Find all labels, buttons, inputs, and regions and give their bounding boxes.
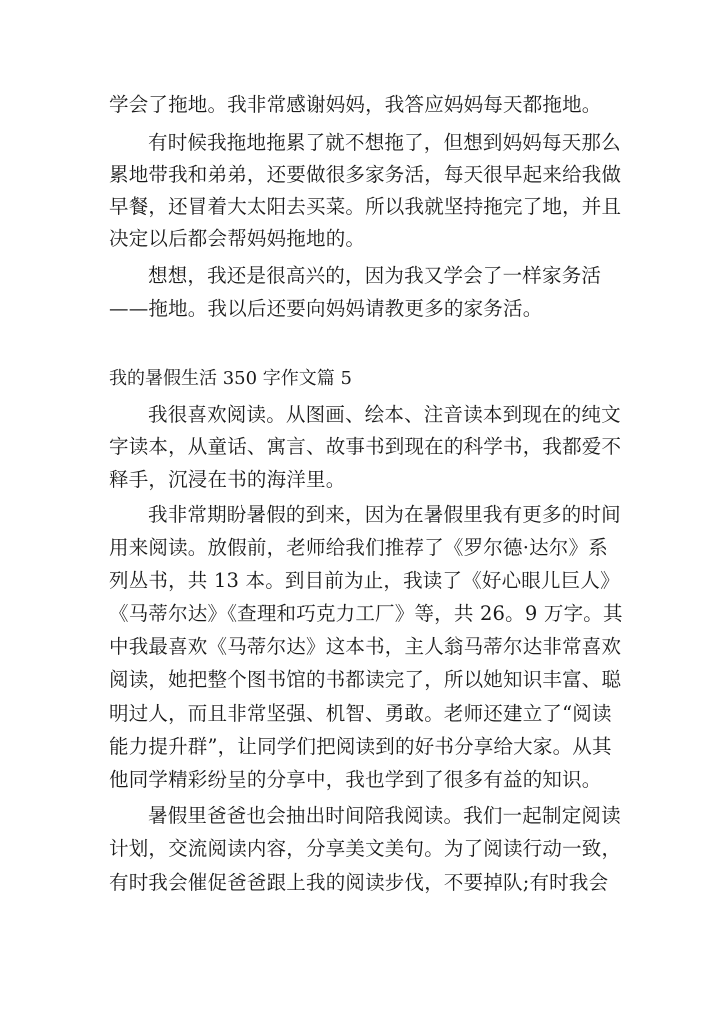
text-line-22: 计划，交流阅读内容，分享美文美句。为了阅读行动一致，	[109, 837, 622, 860]
text-line-10: 字读本，从童话、寓言、故事书到现在的科学书，我都爱不	[109, 435, 622, 458]
text-line-15: 《马蒂尔达》《查理和巧克力工厂》等，共 26。9 万字。其	[109, 602, 623, 625]
text-line-16: 中我最喜欢《马蒂尔达》这本书，主人翁马蒂尔达非常喜欢	[109, 635, 622, 658]
text-line-17: 阅读，她把整个图书馆的书都读完了，所以她知识丰富、聪	[109, 668, 622, 691]
text-line-4: 早餐，还冒着大太阳去买菜。所以我就坚持拖完了地，并且	[109, 195, 622, 218]
text-line-13: 用来阅读。放假前，老师给我们推荐了《罗尔德·达尔》系	[109, 536, 608, 559]
paragraph-start-line: 想想，我还是很高兴的，因为我又学会了一样家务活	[148, 264, 602, 287]
text-line-14: 列丛书，共 13 本。到目前为止，我读了《好心眼儿巨人》	[109, 569, 620, 592]
text-line-11: 释手，沉浸在书的海洋里。	[109, 468, 346, 491]
text-line-20: 他同学精彩纷呈的分享中，我也学到了很多有益的知识。	[109, 768, 602, 791]
text-line-23: 有时我会催促爸爸跟上我的阅读步伐，不要掉队;有时我会	[109, 871, 609, 894]
text-line-5: 决定以后都会帮妈妈拖地的。	[109, 227, 366, 250]
section-heading: 我的暑假生活 350 字作文篇 5	[109, 368, 352, 389]
text-line-18: 明过人，而且非常坚强、机智、勇敢。老师还建立了“阅读	[109, 702, 612, 725]
text-line-3: 累地带我和弟弟，还要做很多家务活，每天很早起来给我做	[109, 163, 622, 186]
text-line-1: 学会了拖地。我非常感谢妈妈，我答应妈妈每天都拖地。	[109, 93, 602, 116]
text-line-7: ——拖地。我以后还要向妈妈请教更多的家务活。	[109, 297, 543, 320]
paragraph-start-line: 我非常期盼暑假的到来，因为在暑假里我有更多的时间	[148, 503, 621, 526]
text-line-19: 能力提升群”，让同学们把阅读到的好书分享给大家。从其	[109, 735, 612, 758]
paragraph-start-line: 我很喜欢阅读。从图画、绘本、注音读本到现在的纯文	[148, 403, 621, 426]
paragraph-start-line: 有时候我拖地拖累了就不想拖了，但想到妈妈每天那么	[148, 131, 621, 154]
paragraph-start-line: 暑假里爸爸也会抽出时间陪我阅读。我们一起制定阅读	[148, 804, 621, 827]
